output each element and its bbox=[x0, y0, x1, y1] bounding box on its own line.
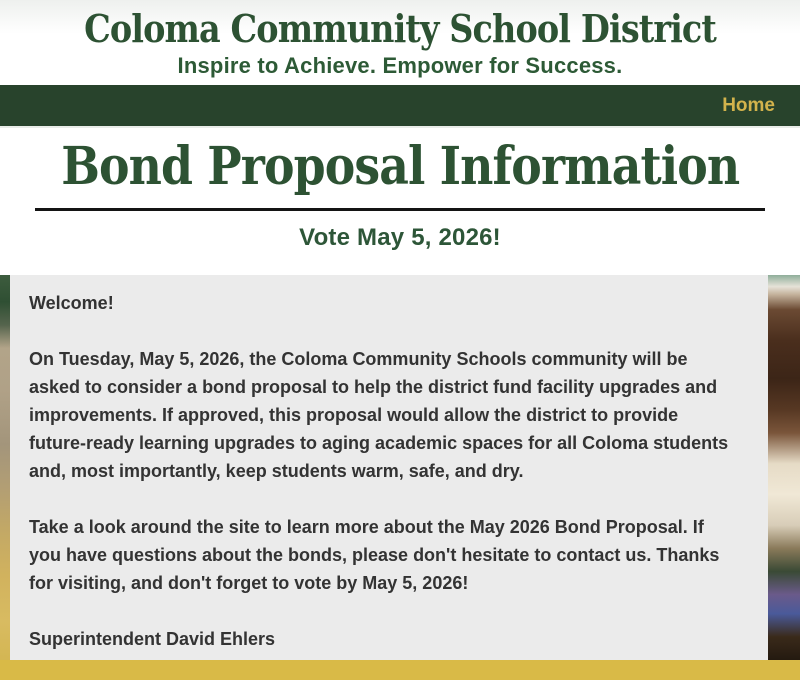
title-section bbox=[0, 128, 800, 275]
welcome-panel bbox=[10, 275, 768, 660]
main-nav bbox=[0, 85, 800, 128]
site-header bbox=[0, 0, 800, 85]
district-name bbox=[0, 6, 800, 52]
background-photo-left bbox=[0, 275, 10, 660]
district-name-text: Coloma Community School District bbox=[84, 6, 716, 51]
footer-gold-bar bbox=[0, 660, 800, 680]
background-photo-right bbox=[768, 275, 800, 660]
paragraph-1: On Tuesday, May 5, 2026, the Coloma Community Schools community will be asked to consider a bond proposal to help the district fund facility upgrades and improvements. If approved, this proposal would allow the district to provide future-ready learning upgrades to aging academic spaces for all Coloma students and, most importantly, keep students warm, safe, and dry. bbox=[29, 349, 729, 481]
content-area bbox=[0, 275, 800, 660]
signature-text: Superintendent David Ehlers bbox=[29, 629, 276, 649]
vote-date-subtitle: Vote May 5, 2026! bbox=[299, 224, 501, 251]
title-divider bbox=[35, 208, 765, 211]
page-title bbox=[0, 136, 800, 198]
nav-home-link[interactable]: Home bbox=[722, 94, 775, 116]
paragraph-2: Take a look around the site to learn more about the May 2026 Bond Proposal. If you have questions about the bonds, please don't hesitate to contact us. Thanks for visiting, and don't forget to vote by May 5, 2026! bbox=[29, 517, 720, 593]
page-title-text: Bond Proposal Information bbox=[60, 136, 740, 197]
greeting-text: Welcome! bbox=[29, 293, 114, 313]
district-tagline: Inspire to Achieve. Empower for Success. bbox=[177, 53, 623, 78]
